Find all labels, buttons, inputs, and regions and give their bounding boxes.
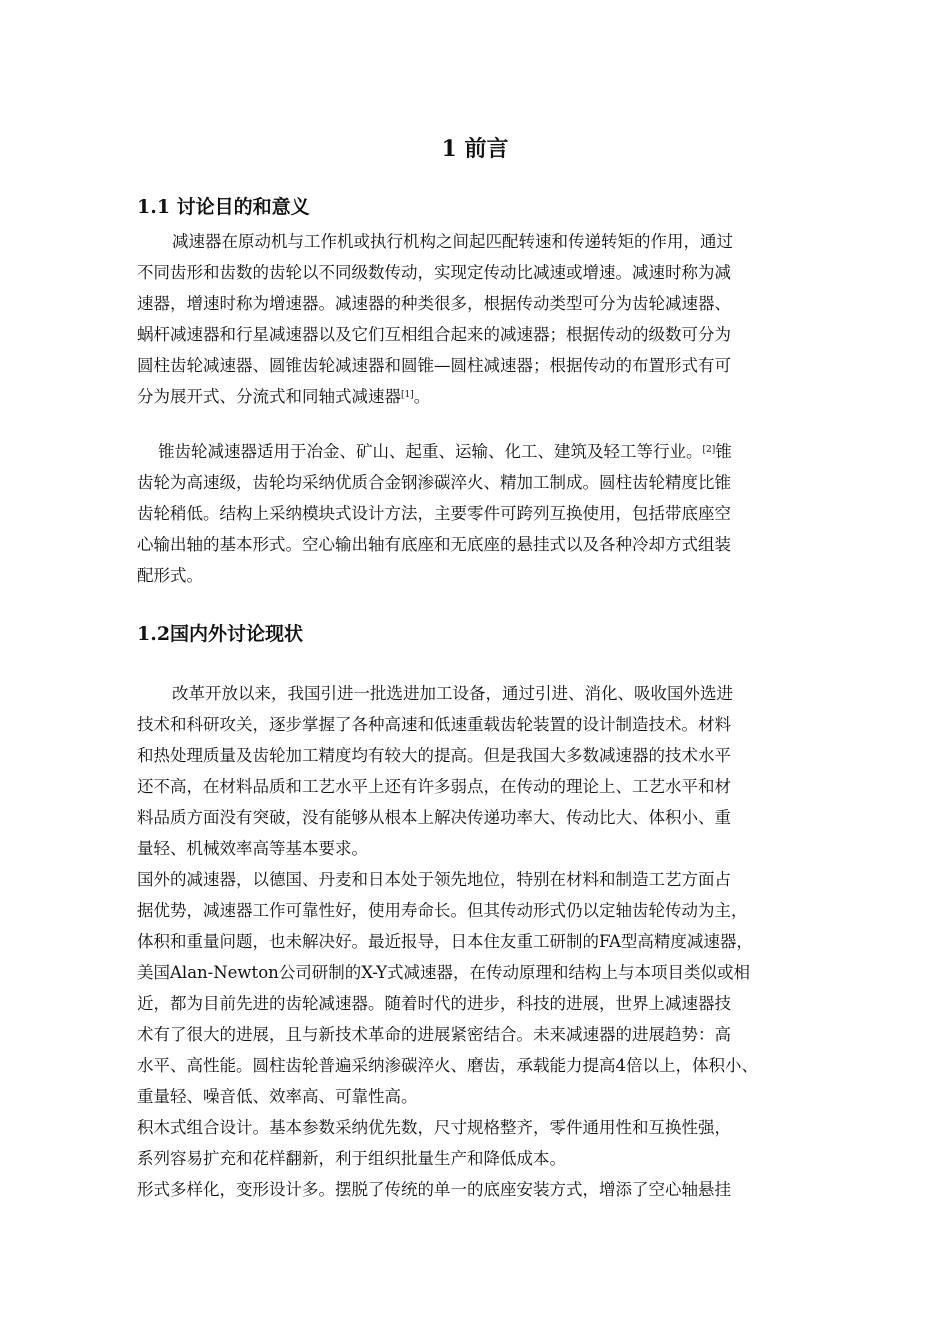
paragraph-line: 积木式组合设计。基本参数采纳优先数，尺寸规格整齐，零件通用性和互换性强， bbox=[137, 1118, 731, 1137]
paragraph-line: 体积和重量问题，也未解决好。最近报导，日本住友重工研制的FA型高精度减速器， bbox=[137, 932, 753, 951]
section-title-1-1: 1.1 讨论目的和意义 bbox=[137, 196, 310, 218]
paragraph-line bbox=[137, 385, 430, 409]
paragraph-line bbox=[158, 440, 732, 464]
paragraph-line: 国外的减速器，以德国、丹麦和日本处于领先地位，特别在材料和制造工艺方面占 bbox=[137, 870, 731, 889]
paragraph-line: 形式多样化，变形设计多。摆脱了传统的单一的底座安装方式，增添了空心轴悬挂 bbox=[137, 1180, 731, 1199]
paragraph-line: 蜗杆减速器和行星减速器以及它们互相组合起来的减速器；根据传动的级数可分为 bbox=[137, 325, 731, 344]
paragraph-line: 量轻、机械效率高等基本要求。 bbox=[137, 839, 368, 858]
paragraph-text: 锥齿轮减速器适用于冶金、矿山、起重、运输、化工、建筑及轻工等行业。 bbox=[158, 442, 703, 461]
paragraph-text: 锥 bbox=[715, 442, 732, 461]
paragraph-line: 速器，增速时称为增速器。减速器的种类很多，根据传动类型可分为齿轮减速器、 bbox=[137, 294, 731, 313]
paragraph-line: 水平、高性能。圆柱齿轮普遍采纳渗碳淬火、磨齿，承载能力提高4倍以上，体积小、 bbox=[137, 1056, 758, 1075]
paragraph-line: 技术和科研攻关，逐步掌握了各种高速和低速重载齿轮装置的设计制造技术。材料 bbox=[137, 715, 731, 734]
paragraph-line: 和热处理质量及齿轮加工精度均有较大的提高。但是我国大多数减速器的技术水平 bbox=[137, 746, 731, 765]
paragraph-line: 配形式。 bbox=[137, 566, 203, 585]
paragraph-text: 。 bbox=[413, 387, 431, 406]
paragraph-line: 美国Alan-Newton公司研制的X-Y式减速器，在传动原理和结构上与本项目类似或相 bbox=[137, 963, 751, 982]
paragraph-line: 还不高，在材料品质和工艺水平上还有许多弱点，在传动的理论上、工艺水平和材 bbox=[137, 777, 731, 796]
paragraph-line: 齿轮稍低。结构上采纳模块式设计方法，主要零件可跨列互换使用，包括带底座空 bbox=[137, 504, 731, 523]
paragraph-line: 减速器在原动机与工作机或执行机构之间起匹配转速和传递转矩的作用，通过 bbox=[172, 232, 733, 251]
paragraph-line: 近，都为目前先进的齿轮减速器。随着时代的进步，科技的进展，世界上减速器技 bbox=[137, 994, 731, 1013]
chapter-title: 1 前言 bbox=[441, 136, 509, 162]
paragraph-line: 重量轻、噪音低、效率高、可靠性高。 bbox=[137, 1087, 418, 1106]
paragraph-line: 心输出轴的基本形式。空心输出轴有底座和无底座的悬挂式以及各种冷却方式组装 bbox=[137, 535, 731, 554]
paragraph-text: 分为展开式、分流式和同轴式减速器 bbox=[137, 387, 401, 406]
section-title-1-2: 1.2国内外讨论现状 bbox=[137, 623, 304, 645]
citation-ref: [1] bbox=[401, 390, 414, 400]
paragraph-line: 圆柱齿轮减速器、圆锥齿轮减速器和圆锥—圆柱减速器；根据传动的布置形式有可 bbox=[137, 356, 731, 375]
paragraph-line: 改革开放以来，我国引进一批选进加工设备，通过引进、消化、吸收国外选进 bbox=[172, 684, 733, 703]
paragraph-line: 系列容易扩充和花样翻新，利于组织批量生产和降低成本。 bbox=[137, 1149, 566, 1168]
paragraph-line: 齿轮为高速级，齿轮均采纳优质合金钢渗碳淬火、精加工制成。圆柱齿轮精度比锥 bbox=[137, 473, 731, 492]
paragraph-line: 不同齿形和齿数的齿轮以不同级数传动，实现定传动比减速或增速。减速时称为减 bbox=[137, 263, 731, 282]
citation-ref: [2] bbox=[702, 445, 716, 455]
paragraph-line: 术有了很大的进展，且与新技术革命的进展紧密结合。未来减速器的进展趋势：高 bbox=[137, 1025, 731, 1044]
paragraph-line: 料品质方面没有突破，没有能够从根本上解决传递功率大、传动比大、体积小、重 bbox=[137, 808, 731, 827]
paragraph-line: 据优势，减速器工作可靠性好，使用寿命长。但其传动形式仍以定轴齿轮传动为主， bbox=[137, 901, 748, 920]
